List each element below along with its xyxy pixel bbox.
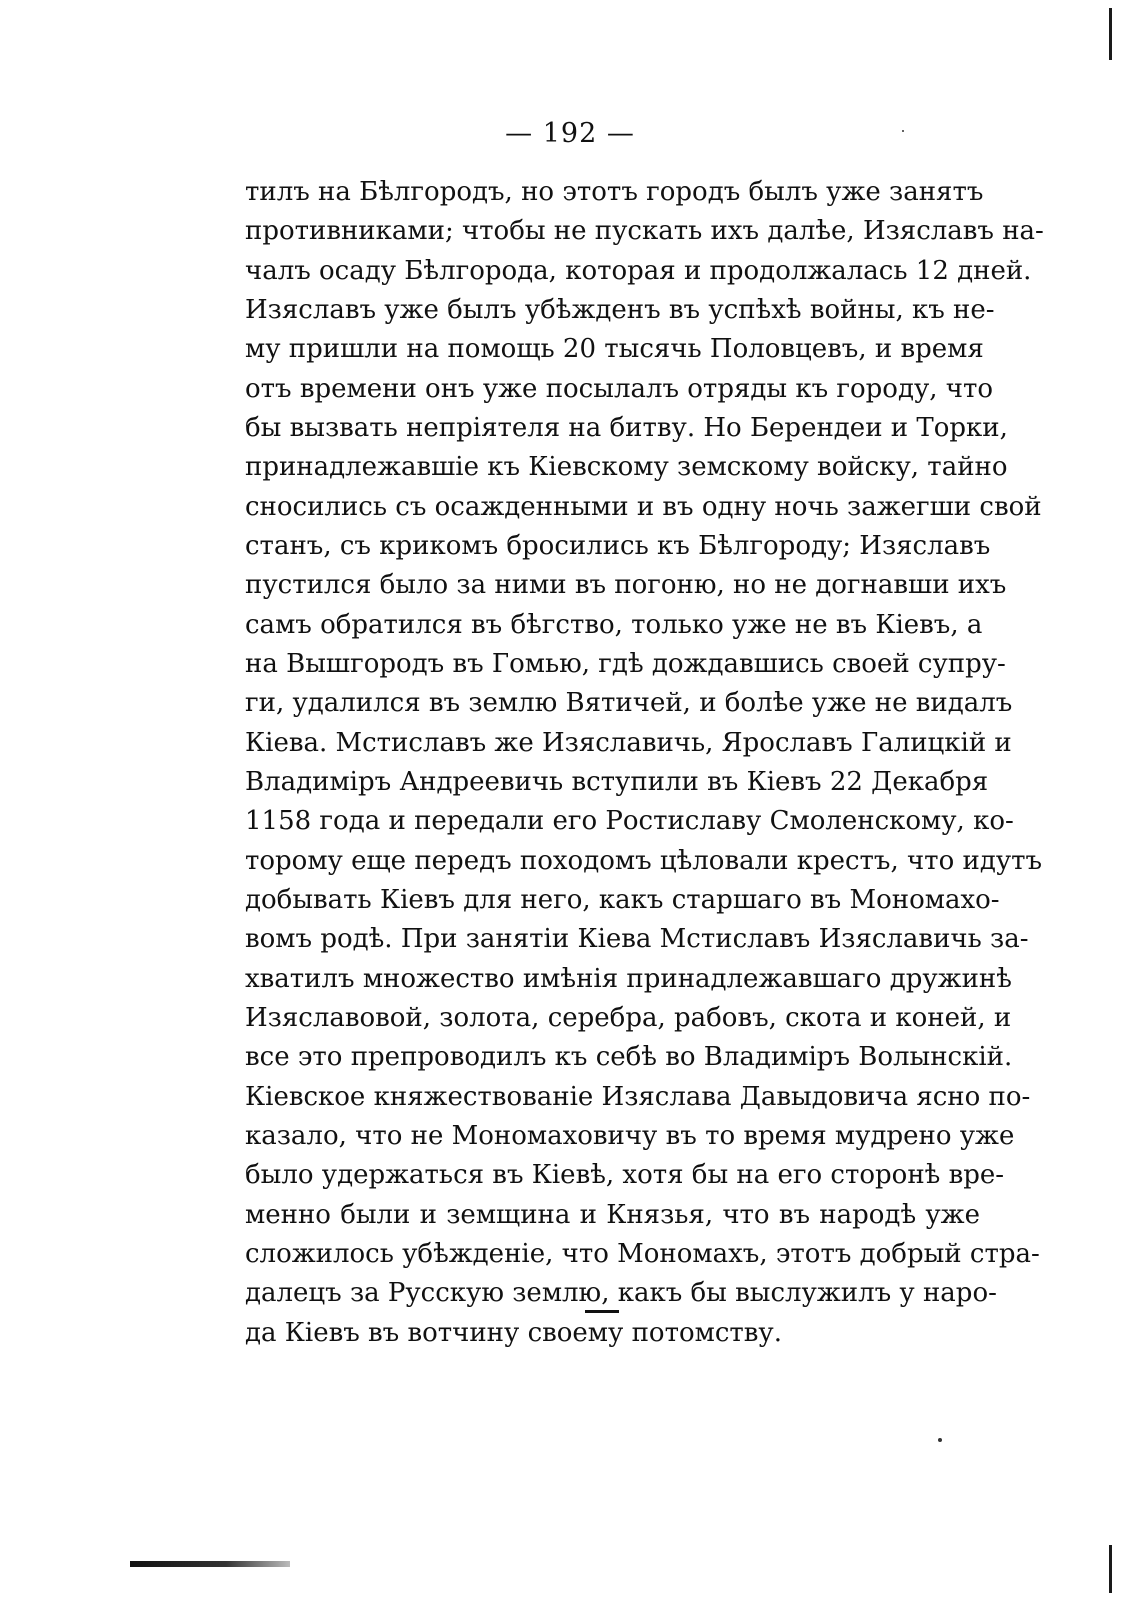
- text-line: противниками; чтобы не пускать ихъ далѣе, Изяславъ на-: [245, 216, 1044, 247]
- text-line: далецъ за Русскую землю, какъ бы выслужилъ у наро-: [245, 1278, 997, 1309]
- text-line: сносились съ осажденными и въ одну ночь зажегши свой: [245, 491, 1042, 522]
- text-line: чалъ осаду Бѣлгорода, которая и продолжалась 12 дней.: [245, 255, 1032, 286]
- text-line: Изяславовой, золота, серебра, рабовъ, скота и коней, и: [245, 1002, 1012, 1033]
- text-line: Кіевское княжествованіе Изяслава Давыдовича ясно по-: [245, 1081, 1031, 1112]
- text-line: все это препроводилъ къ себѣ во Владиміръ Волынскій.: [245, 1042, 1013, 1073]
- scan-edge-mark-top: [1109, 8, 1112, 60]
- text-line: сложилось убѣжденіе, что Мономахъ, этотъ добрый стра-: [245, 1238, 1040, 1269]
- text-line: да Кіевъ въ вотчину своему потомству.: [245, 1317, 782, 1348]
- scan-edge-mark-bottom-left: [130, 1561, 290, 1567]
- text-line: Изяславъ уже былъ убѣжденъ въ успѣхѣ войны, къ не-: [245, 294, 995, 325]
- text-line: добывать Кіевъ для него, какъ старшаго въ Мономахо-: [245, 884, 1000, 915]
- text-line: станъ, съ крикомъ бросились къ Бѣлгороду; Изяславъ: [245, 530, 991, 561]
- text-line: менно были и земщина и Князья, что въ народѣ уже: [245, 1199, 980, 1230]
- text-line: тилъ на Бѣлгородъ, но этотъ городъ былъ уже занятъ: [245, 177, 984, 207]
- text-line: принадлежавшіе къ Кіевскому земскому войску, тайно: [245, 452, 1008, 483]
- page-number: — 192 —: [505, 118, 635, 149]
- text-line: вомъ родѣ. При занятіи Кіева Мстиславъ Изяславичь за-: [245, 924, 1029, 955]
- text-line: торому еще передъ походомъ цѣловали крестъ, что идутъ: [245, 845, 1043, 876]
- text-line: было удержаться въ Кіевѣ, хотя бы на его сторонѣ вре-: [245, 1160, 1005, 1191]
- text-line: Владиміръ Андреевичь вступили въ Кіевъ 22 Декабря: [245, 766, 989, 797]
- end-of-text-rule: [585, 1310, 619, 1313]
- scan-edge-mark-bottom: [1109, 1545, 1112, 1593]
- body-text: [245, 173, 1044, 1353]
- text-line: самъ обратился въ бѣгство, только уже не въ Кіевъ, а: [245, 609, 983, 640]
- text-line: хватилъ множество имѣнія принадлежавшаго дружинѣ: [245, 963, 1012, 994]
- text-line: му пришли на помощь 20 тысячь Половцевъ, и время: [245, 334, 984, 365]
- text-line: казало, что не Мономаховичу въ то время мудрено уже: [245, 1120, 1015, 1151]
- text-line: бы вызвать непріятеля на битву. Но Берендеи и Торки,: [245, 412, 1008, 443]
- text-line: отъ времени онъ уже посылалъ отряды къ городу, что: [245, 373, 994, 404]
- text-line: пустился было за ними въ погоню, но не догнавши ихъ: [245, 570, 1007, 601]
- text-line: на Вышгородъ въ Гомью, гдѣ дождавшись своей супру-: [245, 648, 1006, 679]
- text-line: Кіева. Мстиславъ же Изяславичь, Ярославъ Галицкій и: [245, 727, 1012, 758]
- text-line: ги, удалился въ землю Вятичей, и болѣе уже не видалъ: [245, 688, 1013, 719]
- scan-speck: [938, 1438, 942, 1442]
- text-line: 1158 года и передали его Ростиславу Смоленскому, ко-: [245, 806, 1014, 837]
